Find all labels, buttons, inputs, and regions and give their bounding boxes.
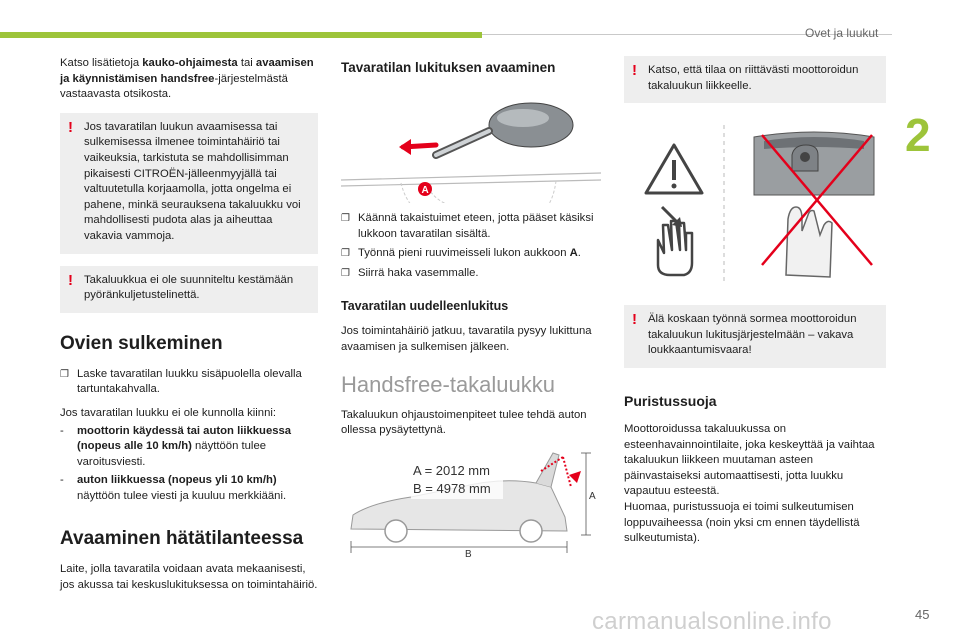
warning-text: Jos tavaratilan luukun avaamisessa tai sulkemisessa ilmenee toimintahäiriö tai vaikeuksia, tarkistuta se mahdollisimman pikaisesti CITROËN-jälleenmyyjällä tai valtuutetulla korjaamolla, jotta ongelma ei pahene, minkä seurauksena takaluukku voi mahdollisesti pudota alas ja aiheuttaa vakavia vammoja. (84, 120, 301, 242)
intro-text: -järjestelmästä vastaavasta otsikosta. (60, 72, 288, 101)
hand-press-icon (658, 207, 692, 275)
header-accent-bar (0, 32, 482, 38)
column-right (624, 56, 886, 553)
checkbox-bullet-icon: ❐ (60, 368, 69, 380)
warning-box (624, 56, 886, 103)
relock-paragraph: Jos toimintahäiriö jatkuu, tavaratila pysyy lukittuna avaamisen ja sulkemisen jälkeen. (341, 325, 592, 353)
finger-warning-illustration (624, 115, 886, 295)
warning-box (60, 266, 318, 313)
list-item-text: Käännä takaistuimet eteen, jotta pääset käsiksi lukkoon tavaratilan sisältä. (358, 212, 594, 240)
warning-text: Katso, että tilaa on riittävästi moottoroidun takaluukun liikkeelle. (648, 64, 859, 92)
warning-icon: ! (68, 118, 73, 136)
dash-item-bold: moottorin käydessä tai auton liikkuessa (nopeus alle 10 km/h) (77, 424, 292, 453)
list-item (341, 211, 601, 242)
closing-paragraph: Jos tavaratilan luukku ei ole kunnolla kiinni: (60, 406, 277, 419)
warning-icon: ! (68, 271, 73, 289)
warning-text: Takaluukkua ei ole suunniteltu kestämään pyöränkuljetustelinettä. (84, 273, 294, 302)
page-number: 45 (915, 607, 930, 622)
intro-text: Katso lisätietoja (60, 57, 143, 69)
car-label-a: A (589, 490, 596, 502)
heading-emergency: Avaaminen hätätilanteessa (60, 528, 304, 550)
dash-marker: - (60, 424, 64, 437)
warning-icon: ! (632, 311, 637, 329)
warning-text: Älä koskaan työnnä sormea moottoroidun takaluukun lukitusjärjestelmään – vakava loukkaantumisvaara! (648, 313, 857, 357)
dash-item (60, 473, 318, 504)
checkbox-bullet-icon: ❐ (341, 213, 350, 224)
trunk-lock-illustration (341, 85, 601, 203)
heading-unlock: Tavaratilan lukituksen avaaminen (341, 60, 556, 75)
heading-closing: Ovien sulkeminen (60, 332, 223, 354)
warning-triangle-icon (646, 145, 702, 193)
checkbox-bullet-icon: ❐ (341, 248, 350, 260)
car-dimension-b: B = 4978 mm (413, 480, 491, 496)
column-left (60, 56, 318, 600)
warning-box (624, 305, 886, 368)
chapter-number: 2 (905, 109, 931, 161)
heading-pinch: Puristussuoja (624, 392, 717, 409)
warning-box (60, 113, 318, 254)
list-item (341, 266, 601, 282)
dash-item-text: näyttöön tulee varoitusviesti. (77, 440, 267, 468)
list-item (60, 367, 318, 398)
figure-marker-label: A (421, 185, 429, 196)
car-dimension-a: A = 2012 mm (413, 462, 490, 478)
pinch-paragraph: Moottoroidussa takaluukussa on esteenhavainnointilaite, joka keskeyttää ja vaihtaa takaluukun liikkeen muutaman asteen päinvastaiseksi automaattisesti, jotta luukku vapautuu esteestä. (624, 422, 875, 498)
dash-item (60, 424, 318, 471)
car-dimensions-illustration (341, 447, 601, 557)
dash-marker: - (60, 474, 64, 487)
emergency-paragraph: Laite, jolla tavaratila voidaan avata mekaanisesti, jos akussa tai keskuslukituksessa on toimintahäiriö. (60, 563, 318, 592)
section-title: Ovet ja luukut (805, 26, 879, 40)
list-item (341, 246, 601, 262)
list-item-bold: A (569, 247, 578, 260)
heading-handsfree: Handsfree-takaluukku (341, 371, 556, 397)
intro-link-remote: kauko-ohjaimesta (142, 57, 238, 69)
list-item-text: Laske tavaratilan luukku sisäpuolella olevalla tartuntakahvalla. (77, 367, 302, 396)
column-middle (341, 56, 601, 565)
dash-item-text: näyttöön tulee viesti ja kuuluu merkkiääni. (77, 489, 287, 502)
warning-icon: ! (632, 62, 637, 79)
list-item-text: . (577, 247, 581, 260)
car-label-b: B (465, 548, 472, 557)
heading-relock: Tavaratilan uudelleenlukitus (341, 299, 509, 314)
intro-paragraph (60, 56, 318, 103)
dash-item-bold: auton liikkuessa (nopeus yli 10 km/h) (77, 474, 277, 487)
checkbox-bullet-icon: ❐ (341, 267, 350, 279)
handsfree-paragraph: Takaluukun ohjaustoimenpiteet tulee tehdä auton ollessa pysäytettynä. (341, 408, 587, 437)
list-item-text: Siirrä haka vasemmalle. (358, 266, 479, 279)
list-item-text: Työnnä pieni ruuvimeisseli lukon aukkoon (358, 247, 570, 260)
intro-link-handsfree: avaamisen ja käynnistämisen handsfree (60, 57, 314, 85)
watermark[interactable]: carmanualsonline.info (592, 608, 832, 635)
intro-text: tai (237, 57, 256, 69)
pinch-paragraph: Huomaa, puristussuoja ei toimi sulkeutumisen loppuvaiheessa (noin yksi cm ennen täydellistä sulkeutumista). (624, 500, 860, 545)
